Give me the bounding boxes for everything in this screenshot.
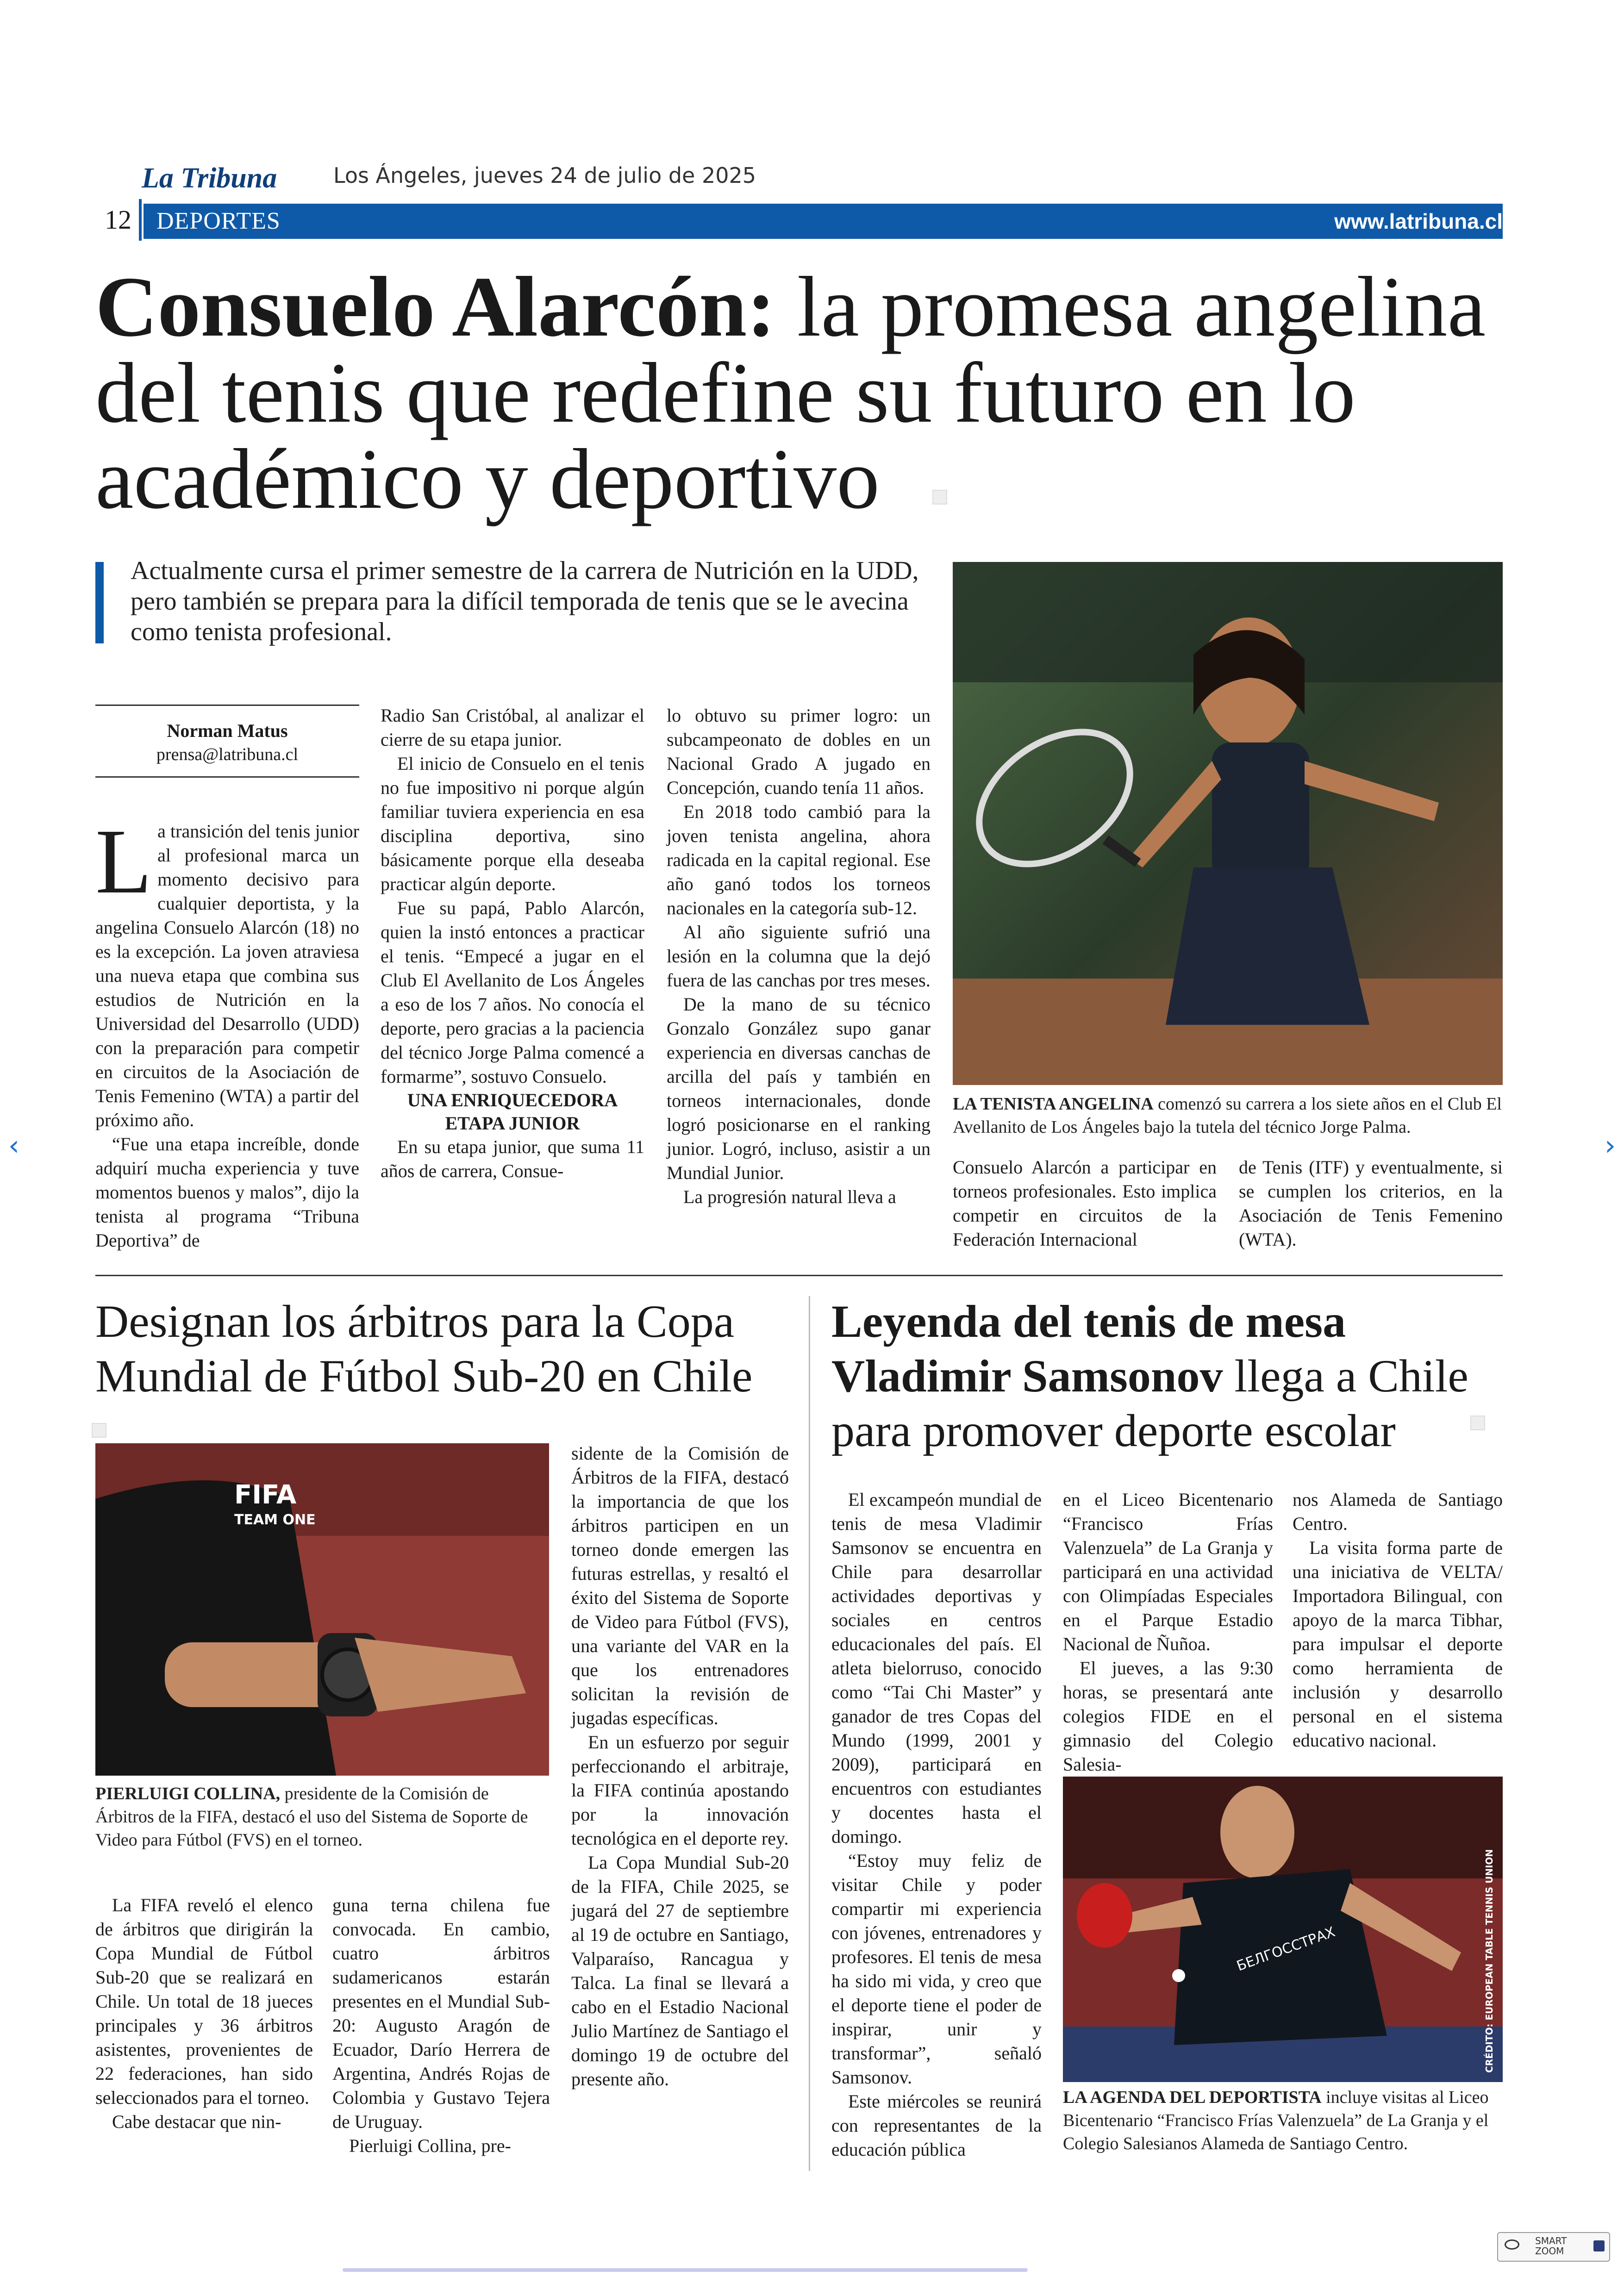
main-column-3: [667, 704, 931, 1209]
caption-text: comenzó su carrera a los siete años en el Club El Avellanito de Los Ángeles bajo la tutela del técnico Jorge Palma.: [953, 1094, 1502, 1137]
smart-zoom-label-1: SMART: [1535, 2235, 1567, 2246]
paragraph: En 2018 todo cambió para la joven tenista angelina, ahora radicada en la capital regional. Ese año ganó todos los torneos nacionales en la categoría sub-12.: [667, 801, 931, 918]
paragraph: lo obtuvo su primer logro: un subcampeonato de dobles en un Nacional Grado A jugado en Concepción, cuando tenía 11 años.: [667, 705, 931, 798]
caption-lead: LA TENISTA ANGELINA: [953, 1094, 1154, 1114]
photo-text-team: TEAM ONE: [234, 1512, 316, 1528]
samsonov-column-1: [831, 1488, 1042, 2162]
page-number: 12: [97, 199, 142, 241]
paragraph: Al año siguiente sufrió una lesión en la columna que la dejó fuera de las canchas por tres meses.: [667, 922, 931, 991]
article-marker-icon[interactable]: [1470, 1416, 1485, 1430]
main-column-2: [381, 704, 644, 1183]
section-divider: [95, 1275, 1503, 1276]
drop-cap: L: [95, 811, 152, 913]
newspaper-logo: La Tribuna: [142, 162, 277, 194]
caption-lead: PIERLUIGI COLLINA,: [95, 1784, 281, 1803]
tennis-photo-illustration: [953, 562, 1503, 1085]
paragraph: El excampeón mundial de tenis de mesa Vladimir Samsonov se encuentra en Chile para desarrollar actividades deportivas y sociales en centros educacionales del país. El atleta bielorruso, conocido como “Tai Chi Master” y ganador de tres Copas del Mundo (1999, 2001 y 2009), participará en encuentros con estudiantes y docentes hasta el domingo.: [831, 1489, 1042, 1847]
paragraph: “Estoy muy feliz de visitar Chile y poder compartir mi experiencia con jóvenes, entrenadores y profesores. El tenis de mesa ha sido mi vida, y creo que el deporte tiene el poder de inspirar, unir y transformar”, señaló Samsonov.: [831, 1850, 1042, 2088]
table-tennis-photo-illustration: [1063, 1777, 1503, 2082]
byline: [95, 705, 359, 778]
eye-icon: [1505, 2239, 1519, 2250]
paragraph: Este miércoles se reunirá con representantes de la educación pública: [831, 2091, 1042, 2160]
column-divider: [809, 1296, 810, 2171]
table-tennis-photo-caption: [1063, 2086, 1503, 2155]
referee-photo: [95, 1443, 549, 1776]
paragraph: La Copa Mundial Sub-20 de la FIFA, Chile 2025, se jugará del 27 de septiembre al 19 de octubre en Santiago, Valparaíso, Rancagua y Talca. La final se llevará a cabo en el Estadio Nacional Julio Martínez de Santiago el domingo 19 de octubre del presente año.: [571, 1852, 789, 2089]
main-column-5: [1239, 1155, 1503, 1252]
headline-line-3: académico y deportivo: [95, 431, 880, 527]
tennis-player-photo: [953, 562, 1503, 1085]
photo-credit: CRÉDITO: EUROPEAN TABLE TENNIS UNION: [1484, 1849, 1495, 2073]
paragraph: nos Alameda de Santiago Centro.: [1293, 1489, 1503, 1534]
paragraph: Fue su papá, Pablo Alarcón, quien la instó entonces a practicar el tenis. “Empecé a jugar en el Club El Avellanito de Los Ángeles a eso de los 7 años. No conocía el deporte, pero gracias a la paciencia del técnico Jorge Palma comencé a formarme”, sostuvo Consuelo.: [381, 898, 644, 1087]
samsonov-column-2: [1063, 1488, 1273, 1777]
referees-column-2: [332, 1893, 550, 2158]
paragraph: El inicio de Consuelo en el tenis no fue impositivo ni porque algún familiar tuviera experiencia en esa disciplina deportiva, sino básicamente porque ella deseaba practicar algún deporte.: [381, 753, 644, 894]
paragraph: En su etapa junior, que suma 11 años de carrera, Consue-: [381, 1136, 644, 1181]
headline-rest: llega a Chile: [1234, 1350, 1468, 1402]
dateline: Los Ángeles, jueves 24 de julio de 2025: [333, 163, 756, 188]
paragraph: “Fue una etapa increíble, donde adquirí mucha experiencia y tuve momentos buenos y malos”, dijo la tenista al programa “Tribuna Deportiva” de: [95, 1134, 359, 1251]
article-marker-icon[interactable]: [92, 1423, 106, 1438]
main-column-4: [953, 1155, 1217, 1252]
main-headline: [95, 259, 1512, 527]
headline-rest: la promesa angelina: [797, 259, 1486, 355]
scroll-progress-bar[interactable]: [343, 2268, 1028, 2272]
author-name: Norman Matus: [167, 720, 288, 741]
paragraph: En un esfuerzo por seguir perfeccionando el arbitraje, la FIFA continúa apostando por la innovación tecnológica en el deporte rey.: [571, 1732, 789, 1849]
lead-accent-bar: [95, 562, 104, 643]
referees-column-1: [95, 1893, 313, 2134]
referees-headline: [95, 1294, 799, 1403]
headline-line: para promover deporte escolar: [831, 1405, 1396, 1456]
paragraph: a transición del tenis junior al profesional marca un momento decisivo para cualquier deportista, y la angelina Consuelo Alarcón (18) no es la excepción. La joven atraviesa una nueva etapa que combina sus estudios de Nutrición en la Universidad del Desarrollo (UDD) con la preparación para competir en circuitos de la Asociación de Tenis Femenino (WTA) a partir del próximo año.: [95, 821, 359, 1130]
headline-bold: Consuelo Alarcón:: [95, 259, 776, 355]
caption-lead: LA AGENDA DEL DEPORTISTA: [1063, 2088, 1322, 2107]
paragraph: La visita forma parte de una iniciativa de VELTA/ Importadora Bilingual, con apoyo de la marca Tibhar, para impulsar el deporte como herramienta de inclusión y desarrollo personal en el sistema educativo nacional.: [1293, 1537, 1503, 1751]
paragraph: La FIFA reveló el elenco de árbitros que dirigirán la Copa Mundial de Fútbol Sub-20 que se realizará en Chile. Un total de 18 jueces principales y 36 árbitros asistentes, provenientes de 22 federaciones, han sido seleccionados para el torneo.: [95, 1895, 313, 2108]
paragraph: El jueves, a las 9:30 horas, se presentará ante colegios FIDE en el gimnasio del Colegio Salesia-: [1063, 1658, 1273, 1775]
paragraph: Consuelo Alarcón a participar en torneos profesionales. Esto implica competir en circuitos de la Federación Internacional: [953, 1157, 1217, 1250]
paragraph: De la mano de su técnico Gonzalo González supo ganar experiencia en diversas canchas de arcilla del país y también en torneos internacionales, donde logró posicionarse en el ranking junior. Logró, incluso, asistir a un Mundial Junior.: [667, 994, 931, 1183]
smart-zoom-label-2: ZOOM: [1535, 2245, 1564, 2257]
paragraph: Radio San Cristóbal, al analizar el cierre de su etapa junior.: [381, 705, 644, 750]
article-lead: Actualmente cursa el primer semestre de la carrera de Nutrición en la UDD, pero también se prepara para la difícil temporada de tenis que se le avecina como tenista profesional.: [131, 556, 919, 646]
headline-line: Designan los árbitros para la Copa: [95, 1296, 735, 1347]
toggle-icon: [1593, 2240, 1605, 2251]
smart-zoom-button[interactable]: [1497, 2232, 1610, 2262]
paragraph: sidente de la Comisión de Árbitros de la FIFA, destacó la importancia de que los árbitros participen en un torneo donde emergen las futuras estrellas, y resaltó el éxito del Sistema de Soporte de Video para Fútbol (FVS), una variante del VAR en la que los entrenadores solicitan la revisión de jugadas específicas.: [571, 1443, 789, 1728]
referee-photo-illustration: [95, 1443, 549, 1776]
samsonov-column-3: [1293, 1488, 1503, 1752]
referee-photo-caption: [95, 1782, 549, 1852]
author-email: prensa@latribuna.cl: [156, 745, 299, 764]
headline-bold: Leyenda del tenis de mesa: [831, 1296, 1346, 1347]
site-url: www.latribuna.cl: [1334, 209, 1503, 233]
paragraph: guna terna chilena fue convocada. En cambio, cuatro árbitros sudamericanos estarán presentes en el Mundial Sub-20: Augusto Aragón de Ecuador, Darío Herrera de Argentina, Andrés Rojas de Colombia y Gustavo Tejera de Uruguay.: [332, 1895, 550, 2132]
referees-column-3: [571, 1441, 789, 2091]
paragraph: Cabe destacar que nin-: [112, 2111, 281, 2132]
section-bar: [144, 204, 1503, 239]
table-tennis-photo: [1063, 1777, 1503, 2082]
chevron-right-icon[interactable]: ›: [1605, 1129, 1616, 1162]
samsonov-headline: [831, 1294, 1507, 1458]
article-marker-icon[interactable]: [932, 490, 947, 505]
subheading: UNA ENRIQUECEDORA ETAPA JUNIOR: [407, 1090, 618, 1134]
paragraph: en el Liceo Bicentenario “Francisco Frías Valenzuela” de La Granja y participará en una actividad con Olimpíadas Especiales en el Parque Estadio Nacional de Ñuñoa.: [1063, 1489, 1273, 1654]
section-label: DEPORTES: [156, 208, 281, 234]
paragraph: La progresión natural lleva a: [683, 1186, 896, 1207]
main-column-1: [95, 811, 359, 1253]
tennis-photo-caption: [953, 1092, 1503, 1139]
caption-text: incluye visitas al Liceo Bicentenario “Francisco Frías Valenzuela” de La Granja y el Colegio Salesianos Alameda de Santiago Centro.: [1063, 2088, 1489, 2153]
photo-text-fifa: FIFA: [234, 1480, 297, 1510]
caption-text: presidente de la Comisión de Árbitros de la FIFA, destacó el uso del Sistema de Soporte de Video para Fútbol (FVS) en el torneo.: [95, 1784, 528, 1850]
chevron-left-icon[interactable]: ‹: [8, 1129, 19, 1162]
headline-line-2: del tenis que redefine su futuro en lo: [95, 345, 1355, 441]
headline-bold: Vladimir Samsonov: [831, 1350, 1223, 1402]
photo-shirt-text: БЕЛГОССТРАХ: [1234, 1924, 1337, 1975]
paragraph: Pierluigi Collina, pre-: [349, 2135, 511, 2156]
paragraph: de Tenis (ITF) y eventualmente, si se cumplen los criterios, en la Asociación de Tenis Femenino (WTA).: [1239, 1157, 1503, 1250]
headline-line: Mundial de Fútbol Sub-20 en Chile: [95, 1350, 753, 1402]
